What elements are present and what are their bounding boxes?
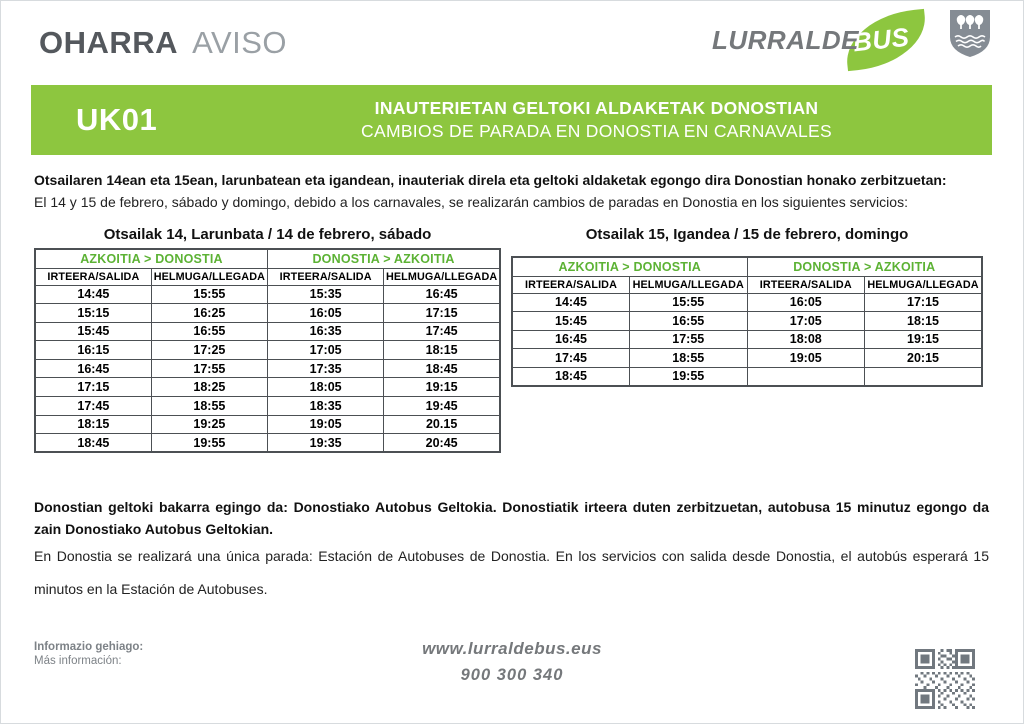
time-cell: 19:25 <box>151 415 267 434</box>
time-cell: 16:05 <box>747 293 865 312</box>
time-cell <box>865 367 983 386</box>
title-oharra: OHARRA <box>39 25 179 60</box>
time-cell: 20:45 <box>384 434 500 453</box>
lurraldebus-logo-bus-text: BUS <box>851 21 911 58</box>
table-row <box>35 415 500 434</box>
time-cell: 16:55 <box>151 322 267 341</box>
table-row <box>35 359 500 378</box>
time-cell: 19:15 <box>865 330 983 349</box>
direction-header: AZKOITIA > DONOSTIA <box>35 249 268 268</box>
time-cell: 18:15 <box>35 415 151 434</box>
title-aviso: AVISO <box>192 25 288 60</box>
time-cell: 19:35 <box>268 434 384 453</box>
time-cell: 20:15 <box>865 349 983 368</box>
time-cell: 18:45 <box>512 367 630 386</box>
banner-title-es: CAMBIOS DE PARADA EN DONOSTIA EN CARNAVALES <box>361 121 832 141</box>
table-row <box>35 304 500 323</box>
qr-code-icon <box>915 649 975 709</box>
time-cell: 15:15 <box>35 304 151 323</box>
more-info-es: Más información: <box>34 655 122 667</box>
banner-title-eu: INAUTERIETAN GELTOKI ALDAKETAK DONOSTIAN <box>374 98 819 118</box>
direction-header: AZKOITIA > DONOSTIA <box>512 257 747 276</box>
table-row <box>35 397 500 416</box>
time-cell: 18:15 <box>384 341 500 360</box>
time-cell: 18:15 <box>865 312 983 331</box>
time-cell: 15:35 <box>268 285 384 304</box>
saturday-table <box>34 248 501 453</box>
time-cell: 15:55 <box>151 285 267 304</box>
table-row <box>512 312 982 331</box>
time-cell: 17:25 <box>151 341 267 360</box>
website-link[interactable]: www.lurraldebus.eus <box>422 639 602 658</box>
time-cell: 18:55 <box>630 349 748 368</box>
time-cell: 17:55 <box>630 330 748 349</box>
time-cell: 18:45 <box>384 359 500 378</box>
note-text-eu: Donostian geltoki bakarra egingo da: Donostiako Autobus Geltokia. Donostiatik irteera duten zerbitzuetan, autobusa 15 minutuz egongo da zain Donostiako Autobus Geltokian. <box>34 499 989 537</box>
direction-header: DONOSTIA > AZKOITIA <box>747 257 982 276</box>
table-row <box>35 285 500 304</box>
time-cell: 17:15 <box>35 378 151 397</box>
column-header: IRTEERA/SALIDA <box>268 268 384 285</box>
table-row <box>35 378 500 397</box>
time-cell <box>747 367 865 386</box>
intro-text-es: El 14 y 15 de febrero, sábado y domingo, debido a los carnavales, se realizarán cambios de paradas en Donostia en los siguientes servicios: <box>34 193 908 210</box>
time-cell: 19:05 <box>747 349 865 368</box>
sunday-schedule <box>511 226 983 453</box>
time-cell: 17:45 <box>512 349 630 368</box>
time-cell: 17:35 <box>268 359 384 378</box>
time-cell: 15:45 <box>512 312 630 331</box>
column-header: IRTEERA/SALIDA <box>747 276 865 293</box>
page-title <box>39 25 287 61</box>
notes-section <box>34 497 989 606</box>
more-info-block <box>34 641 143 667</box>
time-cell: 18:35 <box>268 397 384 416</box>
column-header: IRTEERA/SALIDA <box>35 268 151 285</box>
more-info-eu: Informazio gehiago: <box>34 641 144 653</box>
time-cell: 18:55 <box>151 397 267 416</box>
time-cell: 16:55 <box>630 312 748 331</box>
time-cell: 20.15 <box>384 415 500 434</box>
table-row <box>35 434 500 453</box>
time-cell: 17:45 <box>384 322 500 341</box>
column-header: HELMUGA/LLEGADA <box>865 276 983 293</box>
phone-number: 900 300 340 <box>460 666 564 684</box>
lurraldebus-logo-text: LURRALDE <box>712 24 859 55</box>
time-cell: 18:45 <box>35 434 151 453</box>
header <box>1 1 1023 85</box>
time-cell: 19:55 <box>151 434 267 453</box>
banner-text <box>201 97 992 143</box>
time-cell: 16:35 <box>268 322 384 341</box>
intro-text-eu: Otsailaren 14ean eta 15ean, larunbatean eta igandean, inauteriak direla eta geltoki aldaketak egongo dira Donostian honako zerbitzuetan: <box>34 172 947 188</box>
time-cell: 15:45 <box>35 322 151 341</box>
table-row <box>512 367 982 386</box>
time-cell: 18:08 <box>747 330 865 349</box>
direction-header: DONOSTIA > AZKOITIA <box>268 249 501 268</box>
sunday-table <box>511 256 983 387</box>
time-cell: 18:25 <box>151 378 267 397</box>
time-cell: 19:45 <box>384 397 500 416</box>
saturday-schedule <box>34 226 501 453</box>
table-row <box>512 330 982 349</box>
table-row <box>35 322 500 341</box>
time-cell: 17:15 <box>384 304 500 323</box>
time-cell: 15:55 <box>630 293 748 312</box>
schedule-tables <box>34 226 990 453</box>
time-cell: 17:15 <box>865 293 983 312</box>
footer <box>1 637 1023 723</box>
table-row <box>512 293 982 312</box>
time-cell: 14:45 <box>512 293 630 312</box>
contact-block <box>422 639 602 685</box>
time-cell: 19:55 <box>630 367 748 386</box>
column-header: HELMUGA/LLEGADA <box>151 268 267 285</box>
time-cell: 17:05 <box>747 312 865 331</box>
time-cell: 16:05 <box>268 304 384 323</box>
time-cell: 17:05 <box>268 341 384 360</box>
intro-section <box>34 170 989 213</box>
table-row <box>35 341 500 360</box>
note-text-es: En Donostia se realizará una única parada: Estación de Autobuses de Donostia. En los servicios con salida desde Donostia, el autobús esperará 15 minutos en la Estación de Autobuses. <box>34 548 989 598</box>
column-header: HELMUGA/LLEGADA <box>384 268 500 285</box>
time-cell: 16:25 <box>151 304 267 323</box>
time-cell: 18:05 <box>268 378 384 397</box>
time-cell: 14:45 <box>35 285 151 304</box>
lurraldebus-logo <box>712 13 927 67</box>
time-cell: 16:45 <box>384 285 500 304</box>
column-header: IRTEERA/SALIDA <box>512 276 630 293</box>
gipuzkoa-shield-icon <box>948 9 992 59</box>
time-cell: 17:55 <box>151 359 267 378</box>
saturday-table-title: Otsailak 14, Larunbata / 14 de febrero, sábado <box>103 226 432 243</box>
column-header: HELMUGA/LLEGADA <box>630 276 748 293</box>
time-cell: 19:05 <box>268 415 384 434</box>
time-cell: 19:15 <box>384 378 500 397</box>
table-row <box>512 349 982 368</box>
route-code: UK01 <box>76 102 158 137</box>
time-cell: 16:15 <box>35 341 151 360</box>
notice-banner <box>31 85 992 155</box>
time-cell: 16:45 <box>35 359 151 378</box>
time-cell: 17:45 <box>35 397 151 416</box>
sunday-table-title: Otsailak 15, Igandea / 15 de febrero, domingo <box>585 226 909 243</box>
time-cell: 16:45 <box>512 330 630 349</box>
